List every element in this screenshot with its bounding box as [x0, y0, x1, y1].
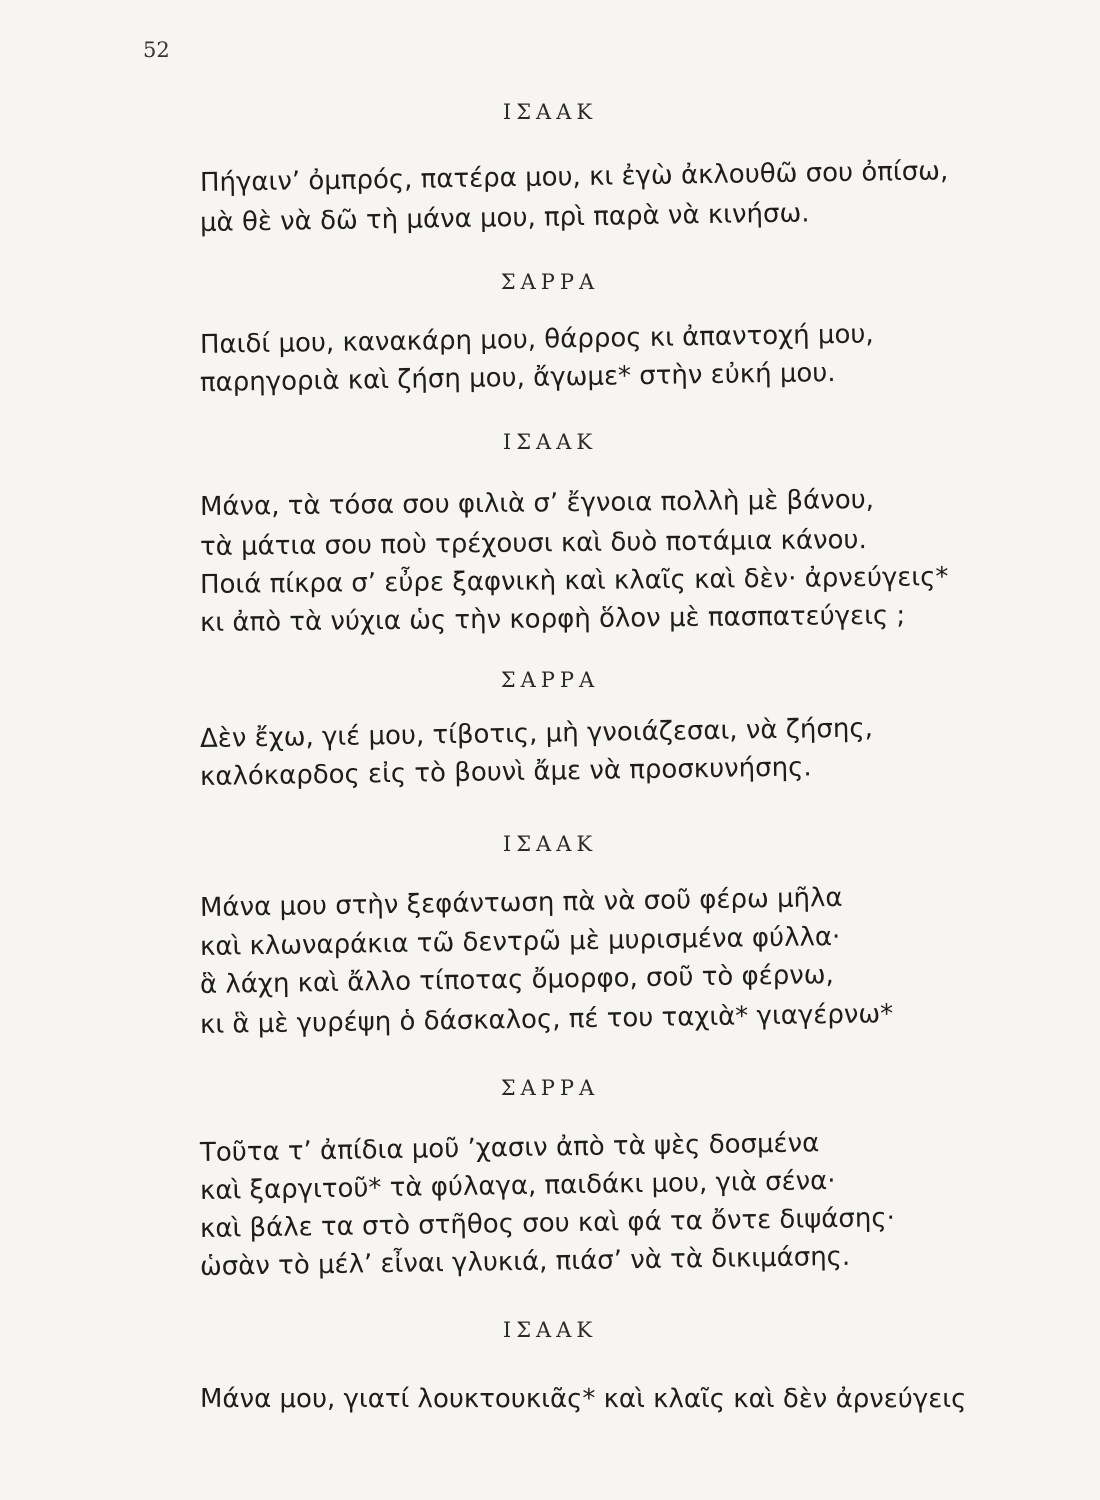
verse-line: κι ἃ μὲ γυρέψη ὁ δάσκαλος, πέ του ταχιὰ* γιαγέρνω*	[199, 999, 894, 1040]
verse-line: Μάνα, τὰ τόσα σου φιλιὰ σ’ ἔγνοια πολλὴ μὲ βάνου,	[199, 484, 875, 522]
verse-line: παρηγοριὰ καὶ ζήση μου, ἄγωμε* στὴν εὐκή μου.	[199, 358, 836, 398]
speaker-heading: ΣΑΡΡΑ	[500, 270, 600, 294]
verse-line: ὡσὰν τὸ μέλ’ εἶναι γλυκιά, πιάσ’ νὰ τὰ δικιμάσης.	[199, 1241, 851, 1282]
speaker-heading: ΣΑΡΡΑ	[500, 668, 600, 692]
verse-line: Ποιά πίκρα σ’ εὖρε ξαφνικὴ καὶ κλαῖς καὶ δὲν· ἀρνεύγεις*	[199, 562, 949, 600]
speaker-heading: ΙΣΑΑΚ	[502, 832, 598, 856]
speaker-heading: ΙΣΑΑΚ	[502, 100, 598, 124]
verse-line: Παιδί μου, κανακάρη μου, θάρρος κι ἀπαντοχή μου,	[199, 319, 874, 360]
verse-line: ἃ λάχη καὶ ἄλλο τίποτας ὄμορφο, σοῦ τὸ φέρνω,	[199, 960, 835, 1000]
verse-line: μὰ θὲ νὰ δῶ τὴ μάνα μου, πρὶ παρὰ νὰ κινήσω.	[199, 198, 810, 238]
verse-line: καὶ ξαργιτοῦ* τὰ φύλαγα, παιδάκι μου, γιὰ σένα·	[199, 1166, 836, 1206]
verse-line: Μάνα μου στὴν ξεφάντωση πὰ νὰ σοῦ φέρω μῆλα	[199, 882, 843, 923]
verse-line: Τοῦτα τ’ ἀπίδια μοῦ ’χασιν ἀπὸ τὰ ψὲς δοσμένα	[199, 1128, 820, 1168]
speaker-heading: ΣΑΡΡΑ	[500, 1076, 600, 1100]
speaker-heading: ΙΣΑΑΚ	[502, 1318, 598, 1342]
verse-line: τὰ μάτια σου ποὺ τρέχουσι καὶ δυὸ ποτάμια κάνου.	[199, 525, 867, 562]
page-number: 52	[143, 38, 170, 62]
speaker-heading: ΙΣΑΑΚ	[502, 430, 598, 454]
verse-line: καλόκαρδος εἰς τὸ βουνὶ ἄμε νὰ προσκυνήσης.	[199, 752, 812, 792]
verse-line: Πήγαιν’ ὀμπρός, πατέρα μου, κι ἐγὼ ἀκλουθῶ σου ὀπίσω,	[199, 156, 949, 198]
verse-line: Δὲν ἔχω, γιέ μου, τίβοτις, μὴ γνοιάζεσαι, νὰ ζήσης,	[199, 713, 874, 754]
verse-line: κι ἀπὸ τὰ νύχια ὡς τὴν κορφὴ ὅλον μὲ πασπατεύγεις ;	[199, 600, 906, 638]
verse-line: Μάνα μου, γιατί λουκτουκιᾶς* καὶ κλαῖς καὶ δὲν ἀρνεύγεις	[200, 1384, 967, 1414]
verse-line: καὶ βάλε τα στὸ στῆθος σου καὶ φά τα ὄντε διψάσης·	[199, 1203, 896, 1244]
verse-line: καὶ κλωναράκια τῶ δεντρῶ μὲ μυρισμένα φύλλα·	[199, 921, 841, 962]
